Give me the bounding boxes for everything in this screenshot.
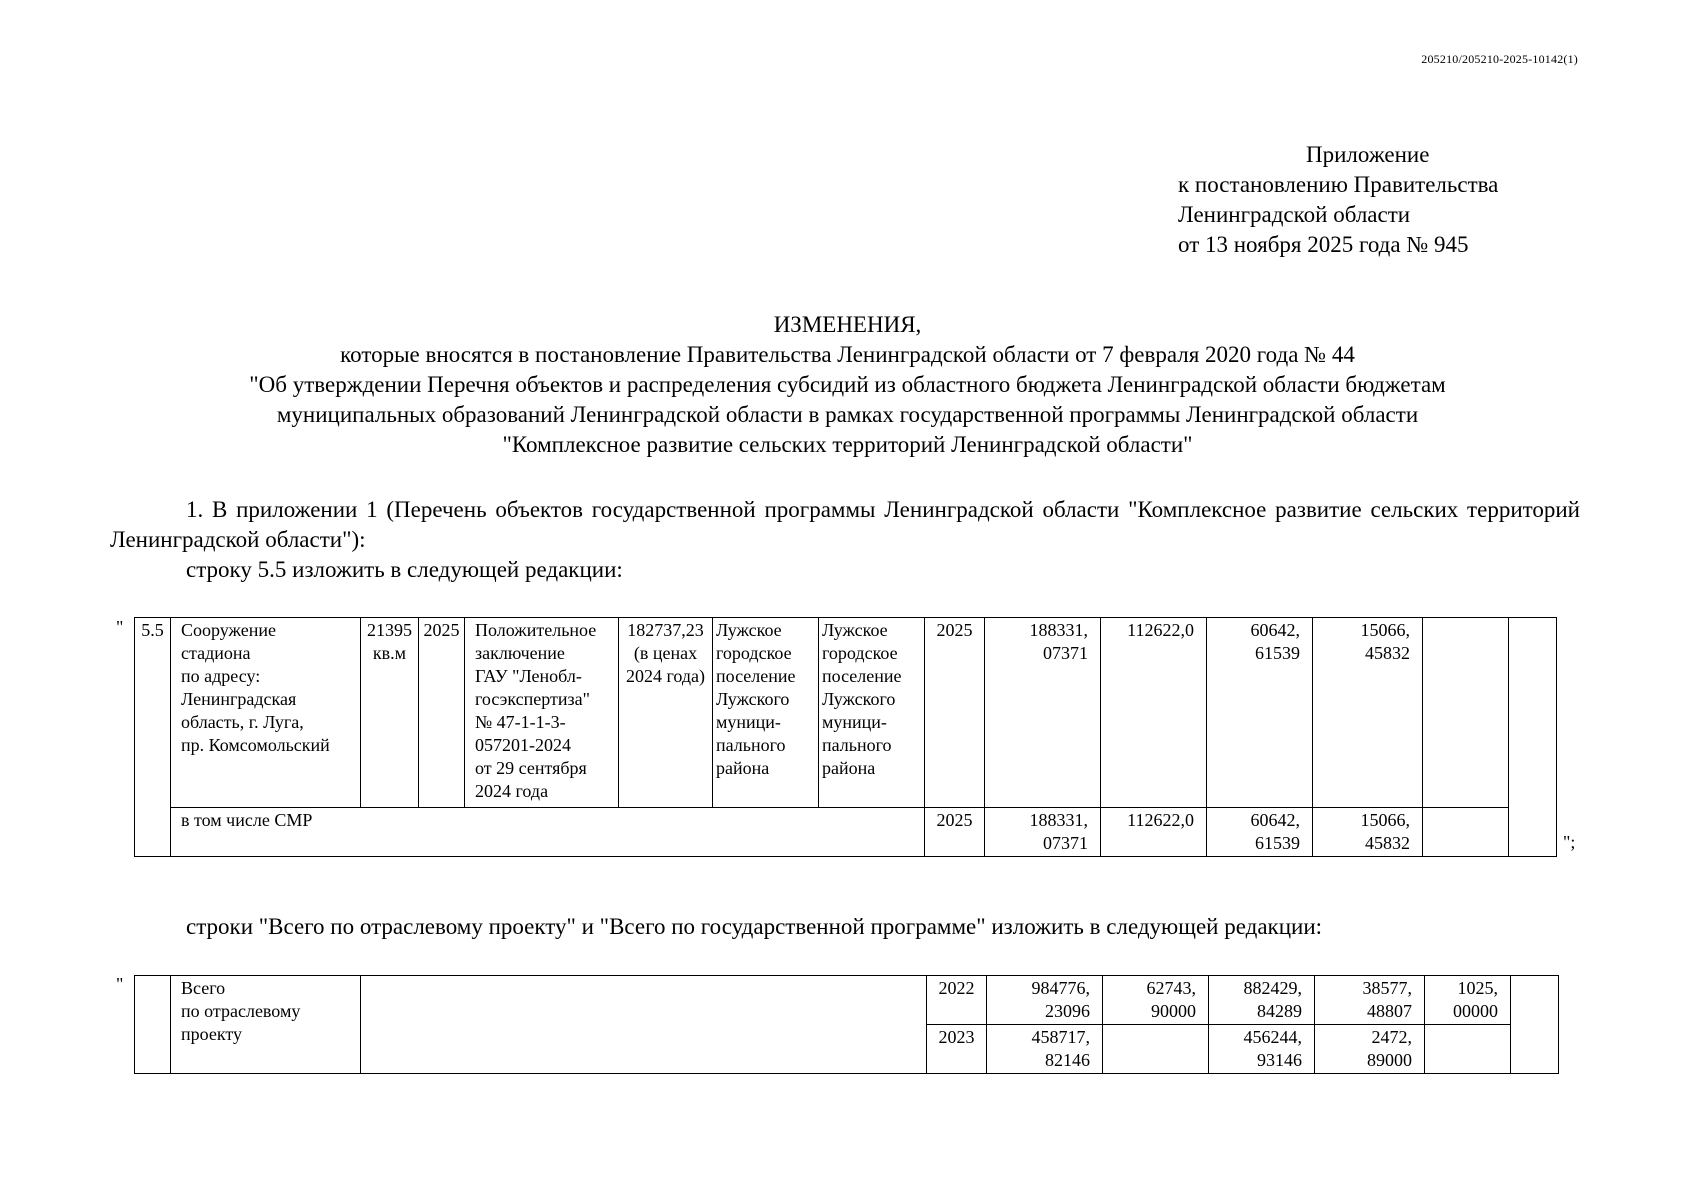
empty-cell: [1423, 808, 1509, 857]
table-row: [135, 618, 1557, 808]
appendix-line-4: от 13 ноября 2025 года № 945: [1178, 232, 1469, 257]
document-title: [150, 310, 1545, 460]
smr-regional-cell: 60642, 61539: [1207, 808, 1313, 857]
totals-table: [134, 975, 1559, 1074]
open-quote-1: ": [116, 617, 124, 637]
smr-local-cell: 15066, 45832: [1313, 808, 1423, 857]
empty-cell: [1511, 976, 1559, 1074]
smr-label-cell: в том числе СМР: [171, 808, 925, 857]
open-quote-2: ": [116, 974, 124, 994]
expertise-cell: Положительное заключение ГАУ "Ленобл- госэкспертиза" № 47-1-1-3- 057201-2024 от 29 сентября 2024 года: [465, 618, 619, 808]
empty-cell: [1509, 618, 1557, 857]
other-cell: 1025, 00000: [1425, 976, 1511, 1025]
year-cell: 2022: [927, 976, 987, 1025]
other-cell: [1425, 1025, 1511, 1074]
empty-cell: [1423, 618, 1509, 808]
empty-cell: [361, 976, 927, 1074]
smr-year-cell: 2025: [925, 808, 985, 857]
cost-cell: 182737,23 (в ценах 2024 года): [619, 618, 713, 808]
regional-cell: 456244, 93146: [1209, 1025, 1315, 1074]
paragraph-1: 1. В приложении 1 (Перечень объектов государственной программы Ленинградской области "Комплексное развитие сельских территорий Ленинградской области"):: [110, 497, 1580, 552]
title-line-2: "Об утверждении Перечня объектов и распределения субсидий из областного бюджета Ленинградской области бюджетам: [249, 372, 1446, 397]
appendix-line-1: Приложение: [1306, 142, 1430, 167]
title-line-1: которые вносятся в постановление Правительства Ленинградской области от 7 февраля 2020 года № 44: [340, 342, 1355, 367]
local-cell: 2472, 89000: [1315, 1025, 1425, 1074]
appendix-line-3: Ленинградской области: [1178, 202, 1411, 227]
appendix-line-2: к постановлению Правительства: [1178, 172, 1499, 197]
federal-cell: 62743, 90000: [1103, 976, 1209, 1025]
appendix-block: [1178, 140, 1498, 260]
empty-cell: [135, 976, 171, 1074]
smr-federal-cell: 112622,0: [1101, 808, 1207, 857]
year-cell: 2025: [925, 618, 985, 808]
federal-cell: [1103, 1025, 1209, 1074]
year-start-cell: 2025: [419, 618, 465, 808]
capacity-cell: 21395 кв.м: [361, 618, 419, 808]
total-cell: 188331, 07371: [985, 618, 1101, 808]
local-cell: 38577, 48807: [1315, 976, 1425, 1025]
paragraph-3: строки "Всего по отраслевому проекту" и "Всего по государственной программе" изложить в следующей редакции:: [186, 914, 1323, 939]
customer-cell: Лужское городское поселение Лужского муници- пального района: [713, 618, 819, 808]
row-number-cell: 5.5: [135, 618, 171, 857]
regional-cell: 60642, 61539: [1207, 618, 1313, 808]
close-quote: ";: [1563, 832, 1576, 852]
smr-total-cell: 188331, 07371: [985, 808, 1101, 857]
title-line-3: муниципальных образований Ленинградской области в рамках государственной программы Ленинградской области: [276, 402, 1419, 427]
total-label-cell: Всего по отраслевому проекту: [171, 976, 361, 1074]
total-cell: 984776, 23096: [987, 976, 1103, 1025]
local-cell: 15066, 45832: [1313, 618, 1423, 808]
document-number: 205210/205210-2025-10142(1): [1421, 52, 1578, 66]
recipient-cell: Лужское городское поселение Лужского муници- пального района: [819, 618, 925, 808]
title-heading: ИЗМЕНЕНИЯ,: [773, 312, 922, 337]
federal-cell: 112622,0: [1101, 618, 1207, 808]
table-row: [135, 976, 1559, 1025]
table-row: [135, 808, 1557, 857]
regional-cell: 882429, 84289: [1209, 976, 1315, 1025]
object-table: [134, 617, 1557, 857]
paragraph-2: строку 5.5 изложить в следующей редакции:: [186, 557, 623, 582]
object-name-cell: Сооружение стадиона по адресу: Ленинградская область, г. Луга, пр. Комсомольский: [171, 618, 361, 808]
year-cell: 2023: [927, 1025, 987, 1074]
title-line-4: "Комплексное развитие сельских территорий Ленинградской области": [502, 432, 1193, 457]
total-cell: 458717, 82146: [987, 1025, 1103, 1074]
